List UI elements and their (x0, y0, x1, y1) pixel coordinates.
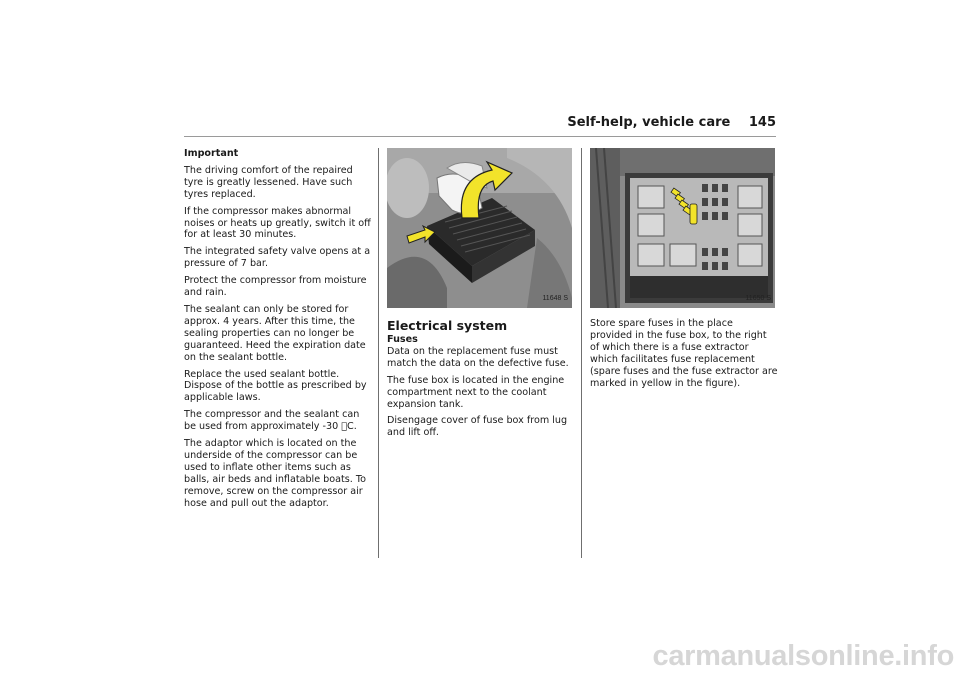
column-divider-left (378, 148, 379, 558)
paragraph: If the compressor makes abnormal noises or heats up greatly, switch it off for at least 30 minutes. (184, 205, 371, 241)
right-column (590, 148, 778, 394)
column-divider-right (581, 148, 582, 558)
figure-code: 11650 S (745, 295, 771, 303)
paragraph: The sealant can only be stored for approx. 4 years. After this time, the sealing properties can no longer be guaranteed. Heed the expiration date on the sealant bottle. (184, 303, 366, 363)
fuse-box-open-illustration (590, 148, 775, 308)
paragraph: Data on the replacement fuse must match the data on the defective fuse. (387, 345, 569, 369)
paragraph: The integrated safety valve opens at a pressure of 7 bar. (184, 246, 371, 270)
figure-code: 11648 S (542, 295, 568, 303)
subsection-heading: Fuses (387, 334, 418, 345)
fuse-box-cover-illustration (387, 148, 572, 308)
fuse-box-cover-figure (387, 148, 572, 308)
paragraph: The driving comfort of the repaired tyre is greatly lessened. Have such tyres replaced. (184, 164, 353, 200)
section-title: Self-help, vehicle care (567, 115, 731, 130)
fuse-box-open-figure (590, 148, 775, 308)
middle-column (387, 148, 575, 444)
page-header (560, 115, 776, 130)
paragraph: The fuse box is located in the engine compartment next to the coolant expansion tank. (387, 374, 565, 410)
important-label: Important (184, 148, 239, 159)
watermark: carmanualsonline.info (652, 640, 954, 672)
paragraph: The compressor and the sealant can be used from approximately -30 C. (184, 409, 360, 433)
paragraph: The adaptor which is located on the underside of the compressor can be used to inflate other items such as balls, air beds and inflatable boats. To remove, screw on the compressor air hose and pull out the adaptor. (184, 438, 366, 509)
paragraph: Replace the used sealant bottle. Dispose of the bottle as prescribed by applicable laws. (184, 368, 367, 404)
header-divider (184, 136, 776, 137)
section-heading: Electrical system (387, 318, 508, 333)
paragraph: Disengage cover of fuse box from lug and lift off. (387, 415, 568, 439)
paragraph: Protect the compressor from moisture and rain. (184, 275, 367, 299)
page-number: 145 (748, 115, 776, 130)
left-column (184, 148, 372, 514)
paragraph: Store spare fuses in the place provided in the fuse box, to the right of which there is a fuse extractor which facilitates fuse replacement (spare fuses and the fuse extractor are marked in yellow in the figure). (590, 318, 778, 389)
